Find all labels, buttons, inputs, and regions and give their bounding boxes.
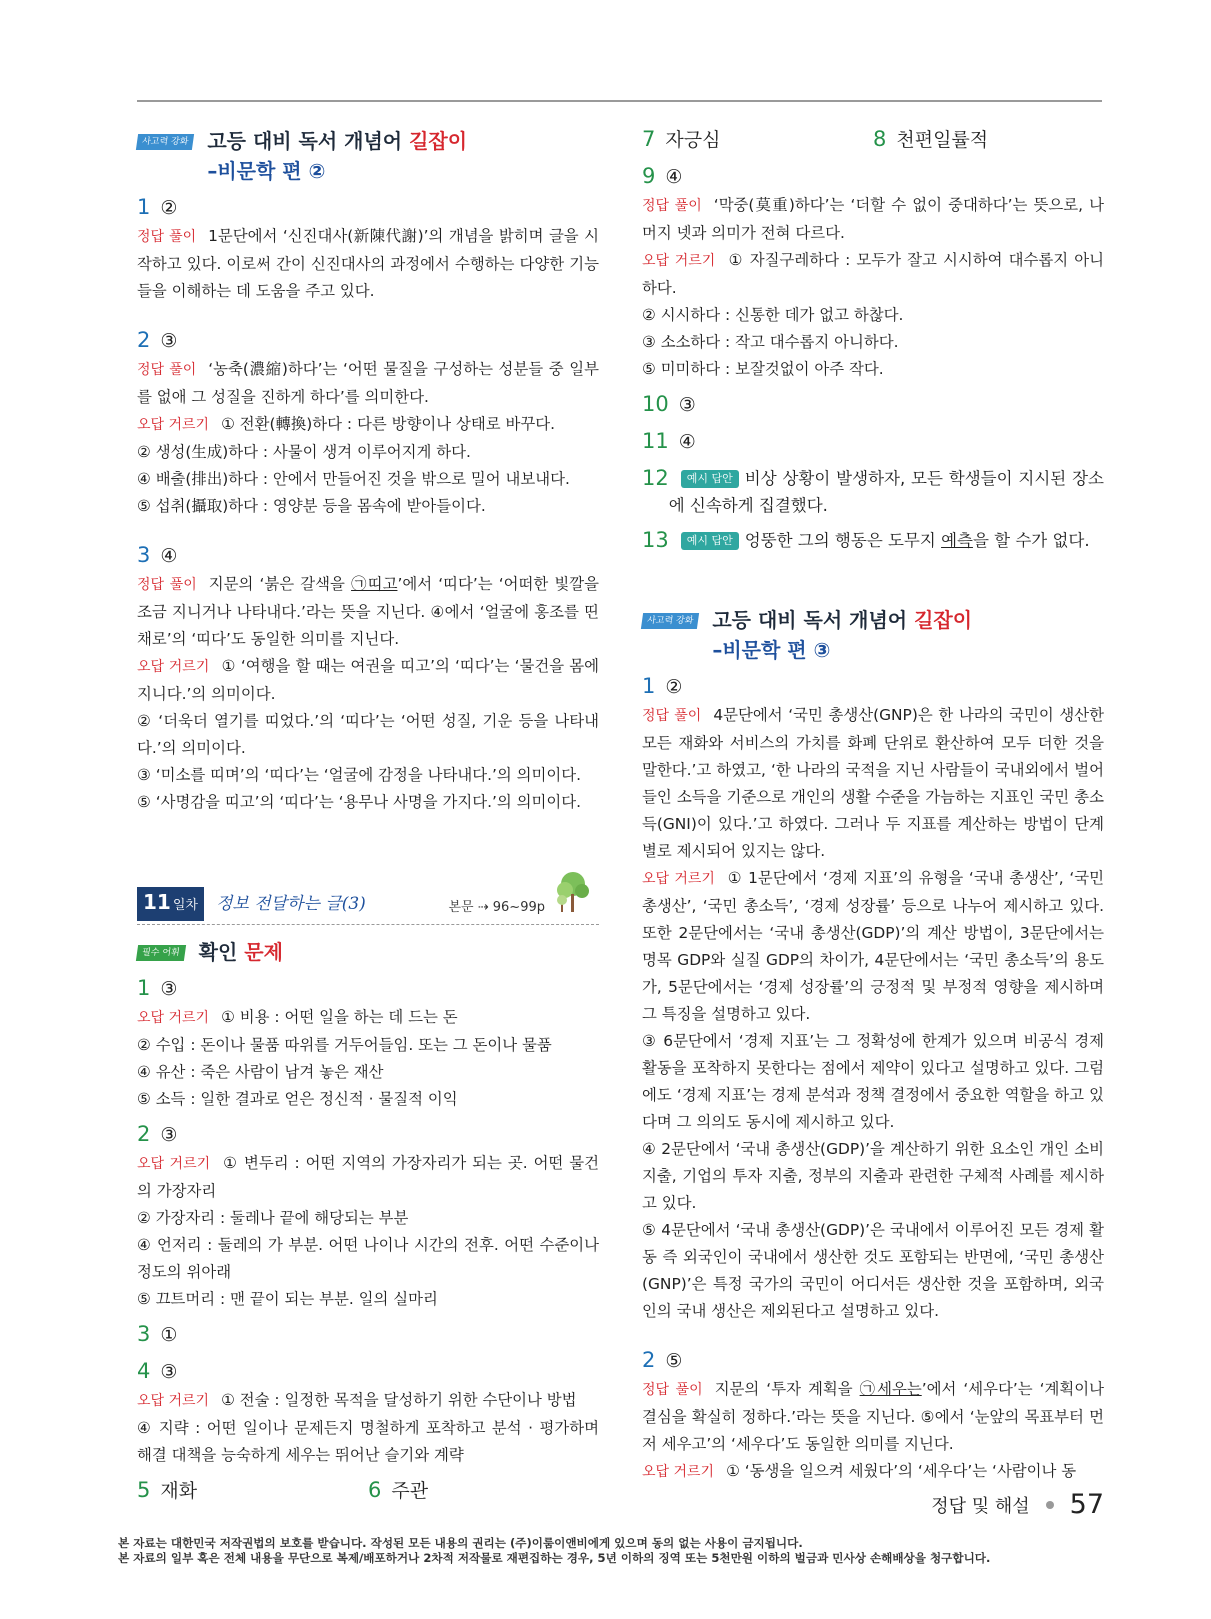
question-number: 3 ①: [137, 1322, 178, 1346]
explanation: 오답 거르기 ① 전술 : 일정한 목적을 달성하기 위한 수단이나 방법: [137, 1391, 577, 1409]
right-column: [642, 124, 1104, 1486]
question-number: 2 ③: [137, 328, 178, 352]
explanation: 오답 거르기 ① 전환(轉換)하다 : 다른 방향이나 상태로 바꾸다.: [137, 415, 555, 433]
explanation: 오답 거르기 ① 비용 : 어떤 일을 하는 데 드는 돈: [137, 1008, 458, 1026]
explanation: ④ 유산 : 죽은 사람이 남겨 놓은 재산: [137, 1063, 384, 1081]
question-number: 9 ④: [642, 164, 683, 188]
explanation: 정답 풀이 지문의 ‘투자 계획을 ㉠세우는’에서 ‘세우다’는 ‘계획이나 결심을 확실히 정하다.’라는 뜻을 지닌다. ⑤에서 ‘눈앞의 목표부터 먼저 세우고’의 ‘세우다’도 동일한 의미를 지닌다.: [642, 1380, 1105, 1453]
explanation: 정답 풀이 지문의 ‘붉은 갈색을 ㉠띠고’에서 ‘띠다’는 ‘어떠한 빛깔을 조금 지니거나 나타내다.’라는 뜻을 지닌다. ④에서 ‘얼굴에 홍조를 띤 채로’의 ‘띠다’도 동일한 의미를 지닌다.: [137, 575, 599, 648]
section-title: 확인 문제: [198, 940, 283, 964]
explanation: 정답 풀이 4문단에서 ‘국민 총생산(GNP)은 한 나라의 국민이 생산한 모든 재화와 서비스의 가치를 화폐 단위로 환산하여 모두 더한 것을 말한다.’고 하였고, ‘한 나라의 국적을 지닌 사람들이 국내외에서 벌어들인 소득을 기준으로 개인의 생활 수준을 가늠하는 지표인 국민 총소득(GNI)이 있다.’고 하였다. 그러나 두 지표를 계산하는 방법이 단계별로 제시되어 있지는 않다.: [642, 706, 1104, 860]
page-reference: 본문 ⇢ 96~99p: [448, 900, 545, 915]
example-answer-badge: 예시 답안: [681, 470, 739, 488]
answer-block-s2: [642, 1345, 1104, 1486]
explanation: ② 가장자리 : 둘레나 끝에 해당되는 부분: [137, 1209, 409, 1227]
answer-pair: [137, 1469, 599, 1506]
answer-block-v2: [137, 1119, 599, 1313]
explanation: ⑤ 소득 : 일한 결과로 얻은 정신적 · 물질적 이익: [137, 1090, 458, 1108]
explanation: 정답 풀이 ‘농축(濃縮)하다’는 ‘어떤 물질을 구성하는 성분들 중 일부를 없애 그 성질을 진하게 하다’를 의미한다.: [137, 360, 600, 406]
question-number: 1 ②: [642, 674, 683, 698]
section-subtitle: –비문학 편 ③: [712, 638, 831, 662]
answer-block-q2: [137, 325, 599, 520]
tree-icon: [553, 870, 593, 916]
explanation: 오답 거르기 ① 1문단에서 ‘경제 지표’의 유형을 ‘국내 총생산’, ‘국민 총생산’, ‘국민 총소득’, ‘경제 성장률’ 등으로 나누어 제시하고 있다. 또한 2문단에서는 ‘국내 총생산(GDP)’의 계산 방법이, 3문단에서는 명목 GDP와 실질 GDP의 차이가, 4문단에서는 ‘국민 총소득’의 용도가, 5문단에서는 ‘경제 성장률’의 긍정적 및 부정적 영향을 제시하며 그 특징을 설명하고 있다.: [642, 869, 1104, 1023]
explanation: ⑤ 섭취(攝取)하다 : 영양분 등을 몸속에 받아들이다.: [137, 497, 486, 515]
page-footer: [931, 1489, 1104, 1520]
explanation: ⑤ 4문단에서 ‘국내 총생산(GDP)’은 국내에서 이루어진 모든 경제 활동 즉 외국인이 국내에서 생산한 것도 포함되는 반면에, ‘국민 총생산(GNP)’은 특정 국가의 국민이 어디서든 생산한 것을 포함하며, 외국인의 국내 생산은 제외된다고 설명하고 있다.: [642, 1221, 1104, 1320]
section-header: [137, 126, 599, 186]
page-number: 57: [1069, 1489, 1104, 1520]
section-tag: 사고력 강화: [641, 613, 700, 629]
explanation: ③ 소소하다 : 작고 대수롭지 아니하다.: [642, 333, 899, 351]
separator-dot: [1046, 1501, 1054, 1509]
day-badge: 11 일차: [137, 887, 204, 921]
explanation: 오답 거르기 ① ‘동생을 일으켜 세웠다’의 ‘세우다’는 ‘사람이나 동: [642, 1462, 1077, 1480]
answer-block-v4: [137, 1356, 599, 1469]
explanation: ⑤ ‘사명감을 띠고’의 ‘띠다’는 ‘용무나 사명을 가지다.’의 의미이다.: [137, 793, 581, 811]
section-title: 고등 대비 독서 개념어 길잡이 –비문학 편 ③: [712, 608, 973, 662]
explanation: ② 수입 : 돈이나 물품 따위를 거두어들임. 또는 그 돈이나 물품: [137, 1036, 552, 1054]
question-number: 6 주관: [368, 1478, 429, 1502]
footer-label: 정답 및 해설: [931, 1495, 1030, 1517]
explanation: 오답 거르기 ① ‘여행을 할 때는 여권을 띠고’의 ‘띠다’는 ‘물건을 몸에 지니다.’의 의미이다.: [137, 657, 599, 703]
explanation: 오답 거르기 ① 자질구레하다 : 모두가 잘고 시시하여 대수롭지 아니하다.: [642, 251, 1104, 297]
answer-block-v1: [137, 973, 599, 1113]
section-subtitle: –비문학 편 ②: [207, 159, 326, 183]
answer-block-r13: 13 예시 답안 엉뚱한 그의 행동은 도무지 예측을 할 수가 없다.: [642, 528, 1090, 552]
explanation: ② 생성(生成)하다 : 사물이 생겨 이루어지게 하다.: [137, 443, 471, 461]
answer-block-q1: [137, 192, 599, 305]
answer-block-r9: [642, 161, 1104, 383]
explanation: ② ‘더욱더 열기를 띠었다.’의 ‘띠다’는 ‘어떤 성질, 기운 등을 나타내다.’의 의미이다.: [137, 712, 599, 757]
explanation: 정답 풀이 ‘막중(莫重)하다’는 ‘더할 수 없이 중대하다’는 뜻으로, 나머지 넷과 의미가 전혀 다르다.: [642, 196, 1105, 242]
answer-block-s1: [642, 671, 1104, 1325]
question-number: 2 ⑤: [642, 1348, 683, 1372]
section-tag: 필수 어휘: [136, 945, 186, 961]
explanation: 오답 거르기 ① 변두리 : 어떤 지역의 가장자리가 되는 곳. 어떤 물건의 가장자리: [137, 1154, 599, 1200]
explanation: ⑤ 끄트머리 : 맨 끝이 되는 부분. 일의 실마리: [137, 1290, 438, 1308]
explanation: ② 시시하다 : 신통한 데가 없고 하찮다.: [642, 306, 904, 324]
explanation: ⑤ 미미하다 : 보잘것없이 아주 작다.: [642, 360, 884, 378]
question-number: 2 ③: [137, 1122, 178, 1146]
question-number: 7 자긍심: [642, 127, 721, 151]
explanation: ④ 배출(排出)하다 : 안에서 만들어진 것을 밖으로 밀어 내보내다.: [137, 470, 570, 488]
day-header: [137, 884, 599, 925]
explanation: ③ ‘미소를 띠며’의 ‘띠다’는 ‘얼굴에 감정을 나타내다.’의 의미이다.: [137, 766, 581, 784]
question-number: 4 ③: [137, 1359, 178, 1383]
explanation: ③ 6문단에서 ‘경제 지표’는 그 정확성에 한계가 있으며 비공식 경제 활동을 포착하지 못한다는 점에서 제약이 있다고 설명하고 있다. 그럼에도 ‘경제 지표’는 경제 분석과 정책 결정에서 중요한 역할을 하고 있다며 그 의의도 동시에 제시하고 있다.: [642, 1032, 1104, 1131]
question-number: 8 천편일률적: [873, 127, 989, 151]
section-header: [642, 605, 1104, 665]
question-number: 3 ④: [137, 543, 178, 567]
question-number: 11 ④: [642, 429, 696, 453]
section-header: [137, 937, 599, 967]
question-number: 1 ③: [137, 976, 178, 1000]
explanation: ④ 지략 : 어떤 일이나 문제든지 명철하게 포착하고 분석 · 평가하며 해결 대책을 능숙하게 세우는 뛰어난 슬기와 계략: [137, 1419, 599, 1464]
left-column: [137, 124, 599, 1506]
top-rule: [137, 100, 1102, 102]
answer-block-r12: 12 예시 답안 비상 상황이 발생하자, 모든 학생들이 지시된 장소에 신속하게 집결했다.: [642, 466, 1104, 515]
explanation: 정답 풀이 1문단에서 ‘신진대사(新陳代謝)’의 개념을 밝히며 글을 시작하고 있다. 이로써 간이 신진대사의 과정에서 수행하는 다양한 기능들을 이해하는 데 도움을 주고 있다.: [137, 227, 599, 300]
question-number: 1 ②: [137, 195, 178, 219]
copyright-notice: 본 자료는 대한민국 저작권법의 보호를 받습니다. 작성된 모든 내용의 권리는 (주)이룸이앤비에게 있으며 동의 없는 사용이 금지됩니다. 본 자료의 일부 혹은 전체 내용을 무단으로 복제/배포하거나 2차적 저작물로 재편집하는 경우, 5년 이하의 징역 또는 5천만원 이하의 벌금과 민사상 손해배상을 청구합니다.: [118, 1536, 991, 1565]
answer-pair: [642, 124, 1104, 155]
question-number: 5 재화: [137, 1478, 198, 1502]
day-title: 정보 전달하는 글(3): [215, 893, 366, 914]
explanation: ④ 2문단에서 ‘국내 총생산(GDP)’을 계산하기 위한 요소인 개인 소비 지출, 기업의 투자 지출, 정부의 지출과 관련한 구체적 사례를 제시하고 있다.: [642, 1140, 1104, 1212]
answer-block-q3: [137, 540, 599, 816]
explanation: ④ 언저리 : 둘레의 가 부분. 어떤 나이나 시간의 전후. 어떤 수준이나 정도의 위아래: [137, 1236, 599, 1281]
example-answer-badge: 예시 답안: [681, 532, 739, 550]
section-title: 고등 대비 독서 개념어 길잡이 –비문학 편 ②: [207, 129, 468, 183]
question-number: 10 ③: [642, 392, 696, 416]
section-tag: 사고력 강화: [136, 134, 195, 150]
